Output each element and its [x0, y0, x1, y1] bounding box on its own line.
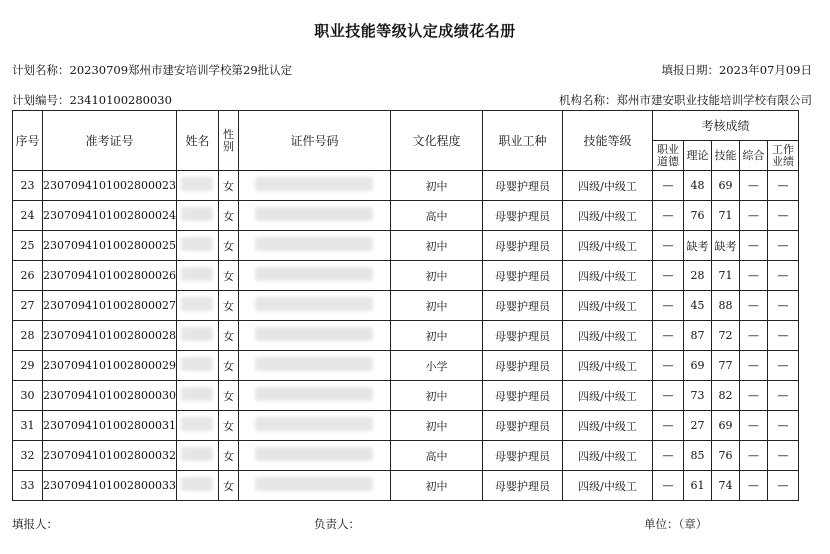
row-work-score: — [767, 291, 798, 321]
responsible-label: 负责人： [314, 517, 360, 531]
row-work-score: — [767, 321, 798, 351]
table-row [13, 411, 799, 441]
org-line [559, 92, 812, 108]
row-name-redacted [176, 201, 218, 231]
row-overall-score: — [739, 471, 767, 501]
table-row [13, 231, 799, 261]
row-name-redacted [176, 291, 218, 321]
redacted-id-block [255, 327, 373, 341]
row-ethics-score: — [652, 291, 683, 321]
row-exam-no: 2307094101002800026 [43, 261, 177, 291]
row-id-redacted [238, 201, 390, 231]
row-ethics-score: — [652, 441, 683, 471]
row-name-redacted [176, 411, 218, 441]
row-id-redacted [238, 231, 390, 261]
row-overall-score: — [739, 231, 767, 261]
row-exam-no: 2307094101002800025 [43, 231, 177, 261]
row-gender: 女 [218, 381, 238, 411]
row-name-redacted [176, 321, 218, 351]
redacted-name-block [181, 477, 213, 491]
row-occupation: 母婴护理员 [482, 381, 562, 411]
row-seq: 23 [13, 171, 43, 201]
row-education: 初中 [390, 471, 482, 501]
row-gender: 女 [218, 471, 238, 501]
row-gender: 女 [218, 291, 238, 321]
row-id-redacted [238, 171, 390, 201]
row-exam-no: 2307094101002800029 [43, 351, 177, 381]
row-skill-score: 71 [711, 201, 739, 231]
row-occupation: 母婴护理员 [482, 441, 562, 471]
row-ethics-score: — [652, 201, 683, 231]
row-id-redacted [238, 411, 390, 441]
header-scores: 考核成绩 [652, 111, 798, 141]
row-work-score: — [767, 351, 798, 381]
table-row [13, 351, 799, 381]
row-exam-no: 2307094101002800028 [43, 321, 177, 351]
row-id-redacted [238, 351, 390, 381]
row-education: 初中 [390, 411, 482, 441]
row-occupation: 母婴护理员 [482, 411, 562, 441]
row-overall-score: — [739, 201, 767, 231]
redacted-id-block [255, 297, 373, 311]
row-id-redacted [238, 321, 390, 351]
header-work: 工作业绩 [767, 141, 798, 171]
redacted-name-block [181, 387, 213, 401]
redacted-name-block [181, 237, 213, 251]
fill-date-label: 填报日期： [661, 63, 719, 77]
redacted-id-block [255, 417, 373, 431]
row-exam-no: 2307094101002800033 [43, 471, 177, 501]
row-skill-score: 82 [711, 381, 739, 411]
row-skill-level: 四级/中级工 [562, 291, 652, 321]
row-id-redacted [238, 471, 390, 501]
row-skill-score: 72 [711, 321, 739, 351]
redacted-id-block [255, 177, 373, 191]
row-theory-score: 69 [683, 351, 711, 381]
row-exam-no: 2307094101002800023 [43, 171, 177, 201]
table-row [13, 261, 799, 291]
row-theory-score: 85 [683, 441, 711, 471]
row-ethics-score: — [652, 231, 683, 261]
redacted-name-block [181, 357, 213, 371]
row-skill-score: 76 [711, 441, 739, 471]
redacted-name-block [181, 447, 213, 461]
row-work-score: — [767, 201, 798, 231]
redacted-id-block [255, 237, 373, 251]
row-occupation: 母婴护理员 [482, 201, 562, 231]
row-ethics-score: — [652, 171, 683, 201]
redacted-name-block [181, 417, 213, 431]
plan-no: 23410100280030 [69, 93, 172, 107]
row-exam-no: 2307094101002800027 [43, 291, 177, 321]
row-theory-score: 48 [683, 171, 711, 201]
row-name-redacted [176, 441, 218, 471]
row-skill-level: 四级/中级工 [562, 201, 652, 231]
plan-no-label: 计划编号： [12, 93, 70, 107]
row-name-redacted [176, 261, 218, 291]
row-skill-level: 四级/中级工 [562, 321, 652, 351]
row-education: 初中 [390, 171, 482, 201]
redacted-id-block [255, 387, 373, 401]
row-seq: 33 [13, 471, 43, 501]
row-skill-level: 四级/中级工 [562, 411, 652, 441]
header-seq: 序号 [13, 111, 43, 171]
row-overall-score: — [739, 411, 767, 441]
row-name-redacted [176, 231, 218, 261]
row-work-score: — [767, 261, 798, 291]
row-gender: 女 [218, 351, 238, 381]
table-row [13, 441, 799, 471]
row-ethics-score: — [652, 321, 683, 351]
row-work-score: — [767, 471, 798, 501]
row-seq: 31 [13, 411, 43, 441]
row-occupation: 母婴护理员 [482, 171, 562, 201]
fill-date: 2023年07月09日 [718, 63, 812, 77]
plan-name: 20230709郑州市建安培训学校第29批认定 [69, 63, 293, 77]
row-work-score: — [767, 441, 798, 471]
score-roster-table [12, 110, 799, 501]
row-theory-score: 缺考 [683, 231, 711, 261]
row-seq: 25 [13, 231, 43, 261]
row-overall-score: — [739, 321, 767, 351]
row-name-redacted [176, 171, 218, 201]
row-occupation: 母婴护理员 [482, 291, 562, 321]
row-education: 小学 [390, 351, 482, 381]
redacted-name-block [181, 267, 213, 281]
row-work-score: — [767, 231, 798, 261]
row-work-score: — [767, 381, 798, 411]
row-work-score: — [767, 171, 798, 201]
filler-label: 填报人： [12, 517, 58, 531]
header-overall: 综合 [739, 141, 767, 171]
row-gender: 女 [218, 231, 238, 261]
redacted-id-block [255, 357, 373, 371]
plan-name-line [12, 62, 292, 78]
row-exam-no: 2307094101002800031 [43, 411, 177, 441]
row-skill-level: 四级/中级工 [562, 261, 652, 291]
header-theory: 理论 [683, 141, 711, 171]
row-id-redacted [238, 261, 390, 291]
row-seq: 32 [13, 441, 43, 471]
row-gender: 女 [218, 201, 238, 231]
redacted-name-block [181, 327, 213, 341]
header-skill: 技能 [711, 141, 739, 171]
unit-label: 单位：（章） [644, 517, 708, 531]
table-row [13, 381, 799, 411]
table-row [13, 321, 799, 351]
row-theory-score: 45 [683, 291, 711, 321]
redacted-id-block [255, 477, 373, 491]
table-row [13, 291, 799, 321]
row-ethics-score: — [652, 471, 683, 501]
row-theory-score: 73 [683, 381, 711, 411]
row-occupation: 母婴护理员 [482, 321, 562, 351]
plan-name-label: 计划名称： [12, 63, 70, 77]
row-education: 高中 [390, 441, 482, 471]
row-occupation: 母婴护理员 [482, 351, 562, 381]
header-skill-level: 技能等级 [562, 111, 652, 171]
row-skill-score: 71 [711, 261, 739, 291]
row-skill-score: 69 [711, 171, 739, 201]
row-gender: 女 [218, 321, 238, 351]
row-name-redacted [176, 351, 218, 381]
row-education: 初中 [390, 261, 482, 291]
row-education: 高中 [390, 201, 482, 231]
row-theory-score: 87 [683, 321, 711, 351]
row-overall-score: — [739, 171, 767, 201]
org-label: 机构名称： [559, 93, 617, 107]
row-occupation: 母婴护理员 [482, 231, 562, 261]
header-gender: 性别 [218, 111, 238, 171]
row-gender: 女 [218, 441, 238, 471]
redacted-name-block [181, 177, 213, 191]
row-id-redacted [238, 441, 390, 471]
row-seq: 26 [13, 261, 43, 291]
row-theory-score: 27 [683, 411, 711, 441]
row-skill-score: 69 [711, 411, 739, 441]
fill-date-line [661, 62, 812, 78]
row-skill-level: 四级/中级工 [562, 351, 652, 381]
row-skill-score: 缺考 [711, 231, 739, 261]
row-gender: 女 [218, 261, 238, 291]
row-education: 初中 [390, 381, 482, 411]
row-skill-level: 四级/中级工 [562, 441, 652, 471]
row-ethics-score: — [652, 261, 683, 291]
header-occupation: 职业工种 [482, 111, 562, 171]
redacted-name-block [181, 207, 213, 221]
row-name-redacted [176, 381, 218, 411]
row-overall-score: — [739, 261, 767, 291]
row-education: 初中 [390, 231, 482, 261]
header-ethics: 职业道德 [652, 141, 683, 171]
table-row [13, 201, 799, 231]
row-overall-score: — [739, 441, 767, 471]
row-overall-score: — [739, 351, 767, 381]
row-occupation: 母婴护理员 [482, 471, 562, 501]
redacted-id-block [255, 447, 373, 461]
row-exam-no: 2307094101002800032 [43, 441, 177, 471]
row-occupation: 母婴护理员 [482, 261, 562, 291]
row-seq: 27 [13, 291, 43, 321]
row-seq: 29 [13, 351, 43, 381]
row-exam-no: 2307094101002800030 [43, 381, 177, 411]
row-theory-score: 61 [683, 471, 711, 501]
row-skill-level: 四级/中级工 [562, 381, 652, 411]
row-skill-level: 四级/中级工 [562, 171, 652, 201]
document-title: 职业技能等级认定成绩花名册 [314, 22, 516, 40]
row-gender: 女 [218, 171, 238, 201]
row-ethics-score: — [652, 351, 683, 381]
org-name: 郑州市建安职业技能培训学校有限公司 [616, 93, 812, 107]
row-ethics-score: — [652, 381, 683, 411]
row-seq: 24 [13, 201, 43, 231]
row-skill-level: 四级/中级工 [562, 471, 652, 501]
row-seq: 30 [13, 381, 43, 411]
row-work-score: — [767, 411, 798, 441]
redacted-id-block [255, 207, 373, 221]
table-row [13, 471, 799, 501]
row-exam-no: 2307094101002800024 [43, 201, 177, 231]
row-name-redacted [176, 471, 218, 501]
header-id-no: 证件号码 [238, 111, 390, 171]
row-education: 初中 [390, 291, 482, 321]
row-ethics-score: — [652, 411, 683, 441]
table-row [13, 171, 799, 201]
row-education: 初中 [390, 321, 482, 351]
row-skill-level: 四级/中级工 [562, 231, 652, 261]
header-education: 文化程度 [390, 111, 482, 171]
row-skill-score: 77 [711, 351, 739, 381]
row-overall-score: — [739, 291, 767, 321]
row-gender: 女 [218, 411, 238, 441]
redacted-name-block [181, 297, 213, 311]
row-skill-score: 74 [711, 471, 739, 501]
redacted-id-block [255, 267, 373, 281]
row-skill-score: 88 [711, 291, 739, 321]
plan-no-line [12, 92, 172, 108]
row-id-redacted [238, 381, 390, 411]
header-exam-no: 准考证号 [43, 111, 177, 171]
header-name: 姓名 [176, 111, 218, 171]
row-theory-score: 28 [683, 261, 711, 291]
row-seq: 28 [13, 321, 43, 351]
row-id-redacted [238, 291, 390, 321]
row-theory-score: 76 [683, 201, 711, 231]
row-overall-score: — [739, 381, 767, 411]
